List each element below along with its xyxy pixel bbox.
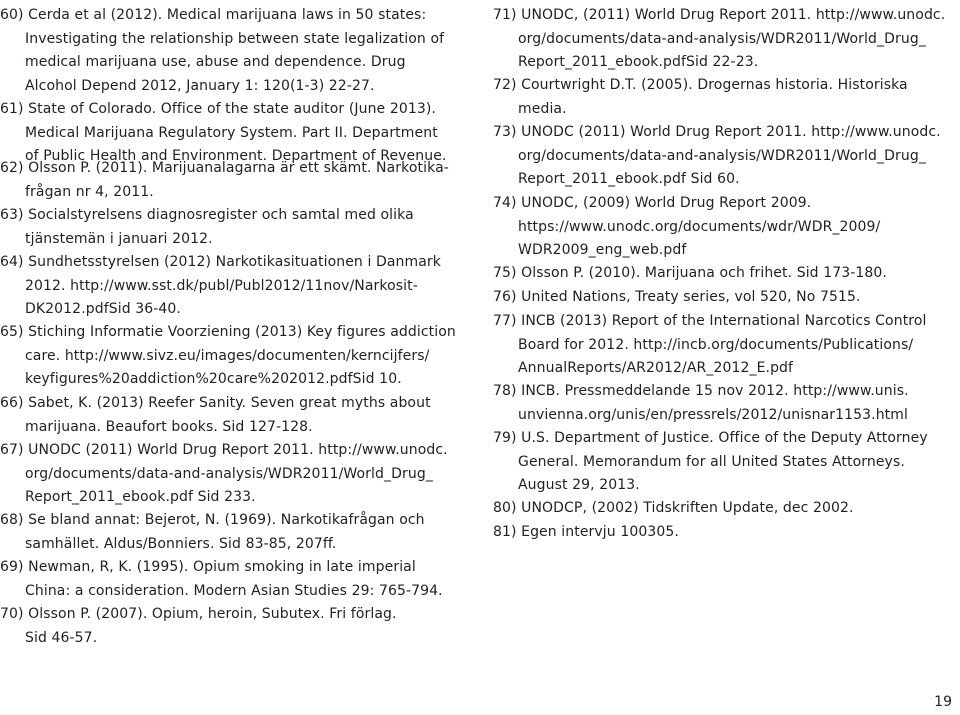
reference-line-continued: Sid 46-57. (25, 629, 98, 646)
reference-line-continued: August 29, 2013. (518, 477, 640, 494)
reference-line-continued: Report_2011_ebook.pdf Sid 233. (25, 489, 256, 506)
reference-entry (493, 427, 928, 498)
reference-line-first: 63) Socialstyrelsens diagnosregister och samtal med olika (0, 207, 414, 223)
reference-line-first: 62) Olsson P. (2011). Marijuanalagarna är ett skämt. Narkotika- (0, 160, 449, 176)
reference-entry (493, 497, 854, 521)
reference-line-continued: China: a consideration. Modern Asian Studies 29: 765-794. (25, 582, 443, 599)
reference-line-continued: org/documents/data-and-analysis/WDR2011/World_Drug_ (518, 147, 926, 164)
reference-line-first: 60) Cerda et al (2012). Medical marijuana laws in 50 states: (0, 7, 427, 23)
reference-line-first: 64) Sundhetsstyrelsen (2012) Narkotikasituationen i Danmark (0, 254, 442, 270)
reference-line-first: 77) INCB (2013) Report of the International Narcotics Control (493, 313, 927, 329)
reference-entry (0, 603, 397, 650)
reference-entry (493, 380, 909, 427)
reference-line-first: 68) Se bland annat: Bejerot, N. (1969). Narkotikafrågan och (0, 512, 425, 528)
reference-line-continued: Investigating the relationship between state legalization of (25, 30, 445, 47)
reference-line-first: 70) Olsson P. (2007). Opium, heroin, Subutex. Fri förlag. (0, 606, 397, 622)
reference-entry (0, 321, 456, 392)
reference-line-first: 67) UNODC (2011) World Drug Report 2011. http://www.unodc. (0, 442, 448, 458)
reference-line-continued: frågan nr 4, 2011. (25, 183, 154, 200)
reference-entry (493, 262, 887, 286)
reference-line-first: 69) Newman, R, K. (1995). Opium smoking in late imperial (0, 559, 416, 575)
reference-entry (0, 157, 449, 204)
reference-line-continued: samhället. Aldus/Bonniers. Sid 83-85, 207ff. (25, 535, 337, 552)
reference-line-continued: Report_2011_ebook.pdf Sid 60. (518, 171, 740, 188)
reference-line-first: 78) INCB. Pressmeddelande 15 nov 2012. http://www.unis. (493, 383, 909, 399)
reference-line-continued: media. (518, 100, 567, 117)
reference-line-continued: AnnualReports/AR2012/AR_2012_E.pdf (518, 360, 794, 377)
reference-line-continued: org/documents/data-and-analysis/WDR2011/World_Drug_ (518, 30, 926, 47)
reference-line-continued: unvienna.org/unis/en/pressrels/2012/unisnar1153.html (518, 406, 908, 423)
reference-entry (0, 556, 443, 603)
reference-entry (0, 509, 425, 556)
reference-entry (493, 121, 941, 192)
reference-line-continued: 2012. http://www.sst.dk/publ/Publ2012/11nov/Narkosit- (25, 277, 418, 294)
reference-line-first: 75) Olsson P. (2010). Marijuana och frihet. Sid 173-180. (493, 265, 887, 281)
reference-line-continued: marijuana. Beaufort books. Sid 127-128. (25, 418, 313, 435)
reference-line-continued: General. Memorandum for all United States Attorneys. (518, 453, 905, 470)
reference-entry (0, 439, 448, 510)
reference-entry (493, 4, 945, 75)
reference-line-continued: care. http://www.sivz.eu/images/documenten/kerncijfers/ (25, 347, 430, 364)
reference-entry (493, 192, 880, 263)
reference-entry (0, 251, 441, 322)
reference-line-continued: Report_2011_ebook.pdfSid 22-23. (518, 54, 759, 71)
reference-line-first: 71) UNODC, (2011) World Drug Report 2011. http://www.unodc. (493, 7, 946, 23)
reference-line-continued: keyfigures%20addiction%20care%202012.pdfSid 10. (25, 371, 402, 388)
reference-entry (0, 392, 431, 439)
reference-line-continued: Board for 2012. http://incb.org/documents/Publications/ (518, 336, 914, 353)
reference-line-continued: Alcohol Depend 2012, January 1: 120(1-3) 22-27. (25, 77, 375, 94)
reference-line-first: 74) UNODC, (2009) World Drug Report 2009. (493, 195, 812, 211)
reference-entry (493, 521, 679, 545)
reference-line-first: 65) Stiching Informatie Voorziening (2013) Key figures addiction (0, 324, 456, 340)
reference-line-first: 72) Courtwright D.T. (2005). Drogernas historia. Historiska (493, 77, 908, 93)
reference-line-continued: DK2012.pdfSid 36-40. (25, 301, 181, 318)
reference-line-first: 79) U.S. Department of Justice. Office of the Deputy Attorney (493, 430, 928, 446)
reference-line-first: 73) UNODC (2011) World Drug Report 2011. http://www.unodc. (493, 124, 941, 140)
reference-entry (493, 310, 926, 381)
reference-entry (0, 204, 414, 251)
reference-entry (493, 74, 908, 121)
page-number: 19 (934, 694, 952, 710)
reference-line-continued: of Public Health and Environment. Department of Revenue. (25, 148, 447, 165)
reference-line-first: 76) United Nations, Treaty series, vol 520, No 7515. (493, 289, 861, 305)
reference-entry (493, 286, 861, 310)
reference-line-continued: https://www.unodc.org/documents/wdr/WDR_2009/ (518, 218, 881, 235)
reference-line-continued: Medical Marijuana Regulatory System. Part II. Department (25, 124, 438, 141)
reference-line-continued: org/documents/data-and-analysis/WDR2011/World_Drug_ (25, 465, 433, 482)
reference-line-continued: medical marijuana use, abuse and dependence. Drug (25, 54, 406, 71)
reference-line-continued: WDR2009_eng_web.pdf (518, 242, 687, 259)
reference-line-first: 66) Sabet, K. (2013) Reefer Sanity. Seven great myths about (0, 395, 431, 411)
reference-line-first: 61) State of Colorado. Office of the state auditor (June 2013). (0, 101, 436, 117)
reference-line-first: 80) UNODCP, (2002) Tidskriften Update, dec 2002. (493, 500, 854, 516)
reference-entry (0, 4, 444, 98)
reference-line-continued: tjänstemän i januari 2012. (25, 230, 213, 247)
reference-line-first: 81) Egen intervju 100305. (493, 524, 679, 540)
